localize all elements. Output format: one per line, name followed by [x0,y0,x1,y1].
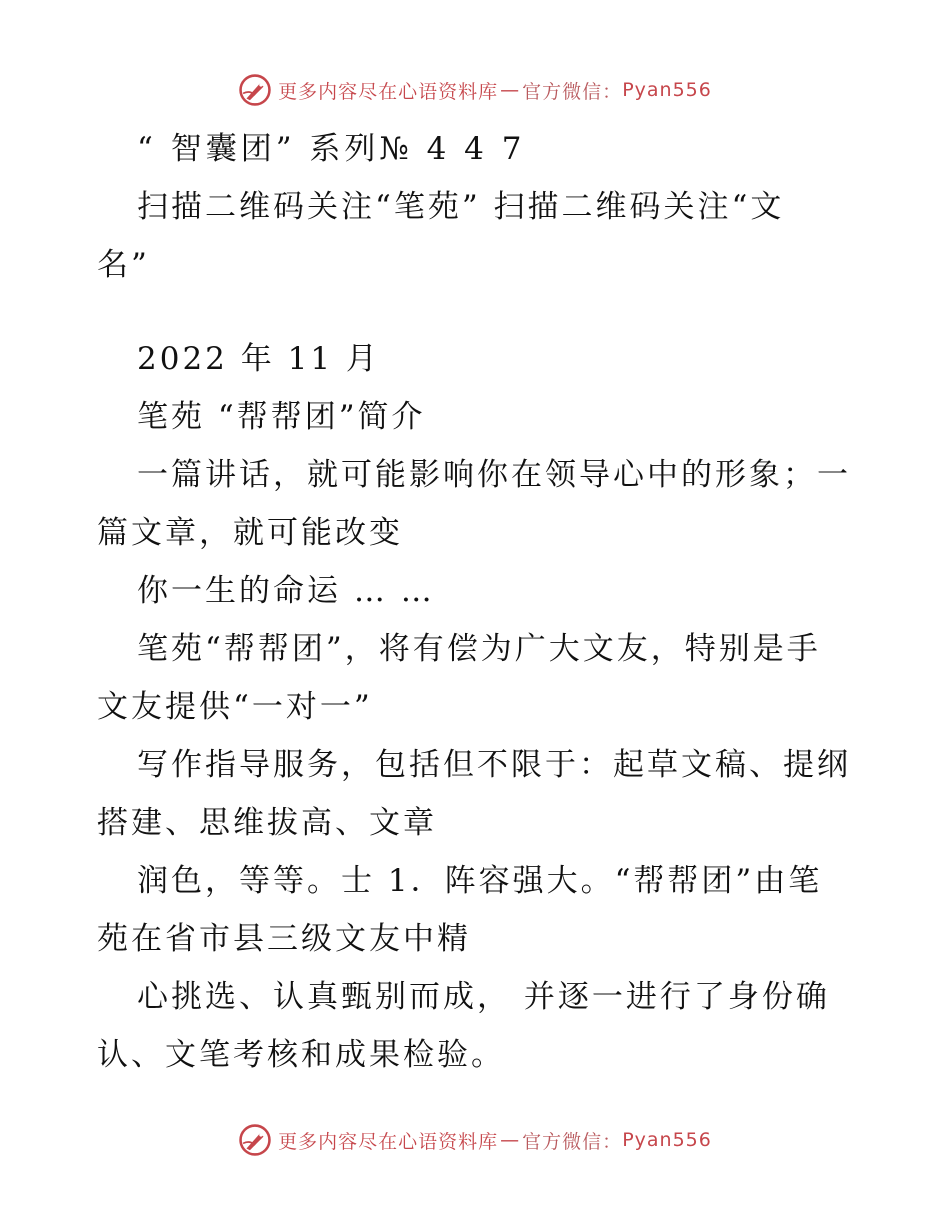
text-line: 润色，等等。士 1．阵容强大。“帮帮团”由笔 [137,863,823,899]
text-line: 名” [97,247,150,283]
text-line: 一篇讲话，就可能影响你在领导心中的形象；一 [137,457,851,493]
watermark-main-text: 更多内容尽在心语资料库 [278,1130,499,1153]
pen-nib-logo-icon [238,1123,272,1157]
text-line: 苑在省市县三级文友中精 [97,921,471,957]
document-body [97,120,857,1084]
watermark-wechat-id: Pyan556 [622,79,712,101]
watermark-wechat-id: Pyan556 [622,1129,712,1151]
watermark-official-label: 官方微信： [522,80,623,103]
text-line: 你一生的命运 … … [137,573,435,609]
text-line: 篇文章，就可能改变 [97,515,403,551]
header-watermark [0,72,950,108]
text-line: 搭建、思维拔高、文章 [97,805,437,841]
watermark-dash: — [500,1129,521,1151]
date-line: 2022 年 11 月 [137,341,380,377]
footer-watermark [0,1122,950,1158]
text-line: 写作指导服务，包括但不限于：起草文稿、提纲 [137,747,851,783]
pen-nib-logo-icon [238,73,272,107]
text-line: 笔苑“帮帮团”，将有偿为广大文友，特别是手 [137,631,821,667]
paragraph-gap [97,294,857,330]
section-heading: 笔苑 “帮帮团”简介 [137,399,426,435]
text-line: 心挑选、认真甄别而成， 并逐一进行了身份确 [137,979,830,1015]
watermark-dash: — [500,79,521,101]
series-title: “ 智囊团” 系列№ 4 4 7 [137,131,526,167]
text-line: 文友提供“一对一” [97,689,373,725]
watermark-official-label: 官方微信： [522,1130,623,1153]
text-line: 扫描二维码关注“笔苑” 扫描二维码关注“文 [137,189,785,225]
text-line: 认、文笔考核和成果检验。 [97,1037,505,1073]
watermark-main-text: 更多内容尽在心语资料库 [278,80,499,103]
